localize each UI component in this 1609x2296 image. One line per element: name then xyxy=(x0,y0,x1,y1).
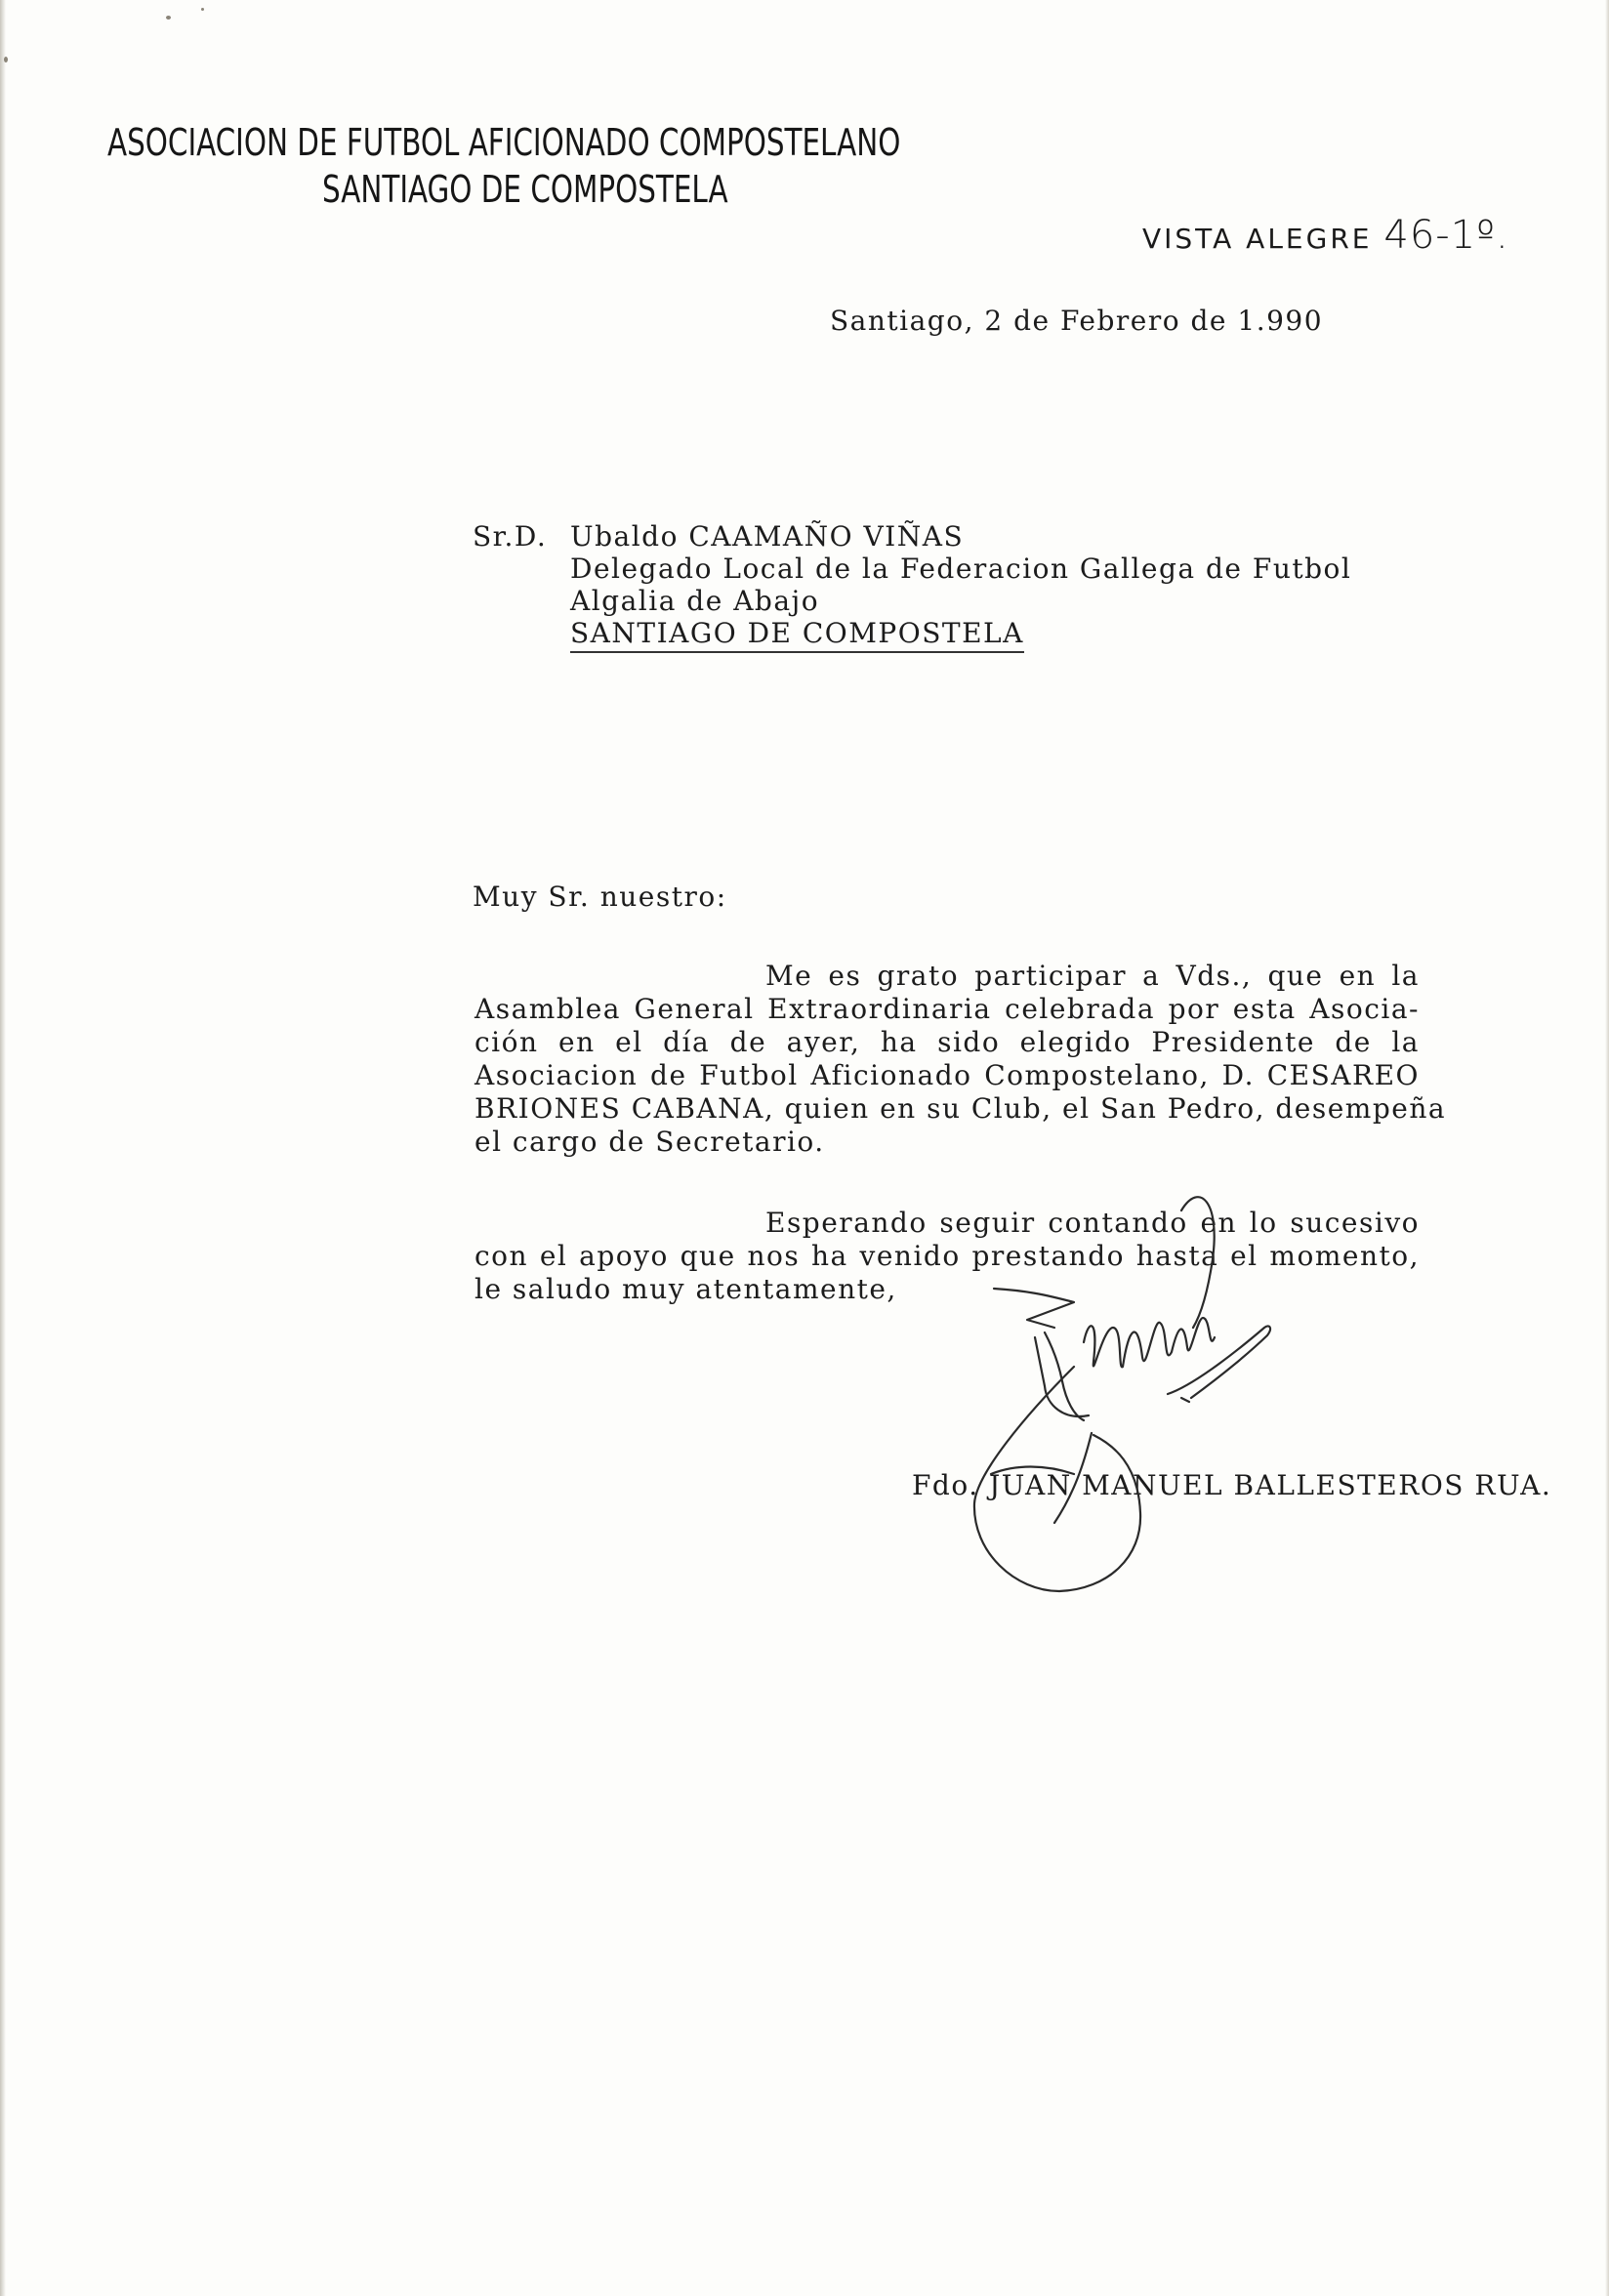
letterhead-address xyxy=(1142,213,1509,258)
body-line: el cargo de Secretario. xyxy=(474,1126,825,1158)
recipient-prefix: Sr.D. xyxy=(473,520,548,553)
scan-speck xyxy=(4,57,8,62)
body-line: Asamblea General Extraordinaria celebrada por esta Asocia- xyxy=(474,993,1420,1025)
letter-date: Santiago, 2 de Febrero de 1.990 xyxy=(830,305,1324,337)
recipient-role: Delegado Local de la Federacion Gallega de Futbol xyxy=(570,553,1352,585)
letter-greeting: Muy Sr. nuestro: xyxy=(473,881,727,913)
scan-speck xyxy=(201,8,204,11)
body-line: le saludo muy atentamente, xyxy=(474,1273,897,1305)
letterhead-organization: ASOCIACION DE FUTBOL AFICIONADO COMPOSTELANO xyxy=(107,121,901,164)
letterhead-city: SANTIAGO DE COMPOSTELA xyxy=(322,168,728,211)
body-line: Asociacion de Futbol Aficionado Compostelano, D. CESAREO xyxy=(474,1059,1420,1091)
paper-edge-right xyxy=(1605,0,1609,2296)
recipient-address: Algalia de Abajo xyxy=(570,585,820,617)
body-line: BRIONES CABANA, quien en su Club, el San Pedro, desempeña xyxy=(474,1092,1447,1125)
body-line: ción en el día de ayer, ha sido elegido Presidente de la xyxy=(474,1026,1420,1058)
body-line: con el apoyo que nos ha venido prestando hasta el momento, xyxy=(474,1240,1420,1272)
body-paragraph-1 xyxy=(474,960,1447,1159)
body-line: Me es grato participar a Vds., que en la xyxy=(765,960,1420,992)
recipient-city: SANTIAGO DE COMPOSTELA xyxy=(570,617,1024,653)
signoff-name: Fdo. JUAN MANUEL BALLESTEROS RUA. xyxy=(912,1469,1552,1501)
recipient-name: Ubaldo CAAMAÑO VIÑAS xyxy=(570,520,965,553)
scan-speck xyxy=(166,16,171,20)
address-number-handwritten: 46-1º. xyxy=(1383,213,1509,258)
address-street: VISTA ALEGRE xyxy=(1142,223,1373,255)
handwritten-signature xyxy=(937,1171,1328,1611)
body-line: Esperando seguir contando en lo sucesivo xyxy=(765,1207,1420,1239)
paper-edge-left xyxy=(0,0,6,2296)
